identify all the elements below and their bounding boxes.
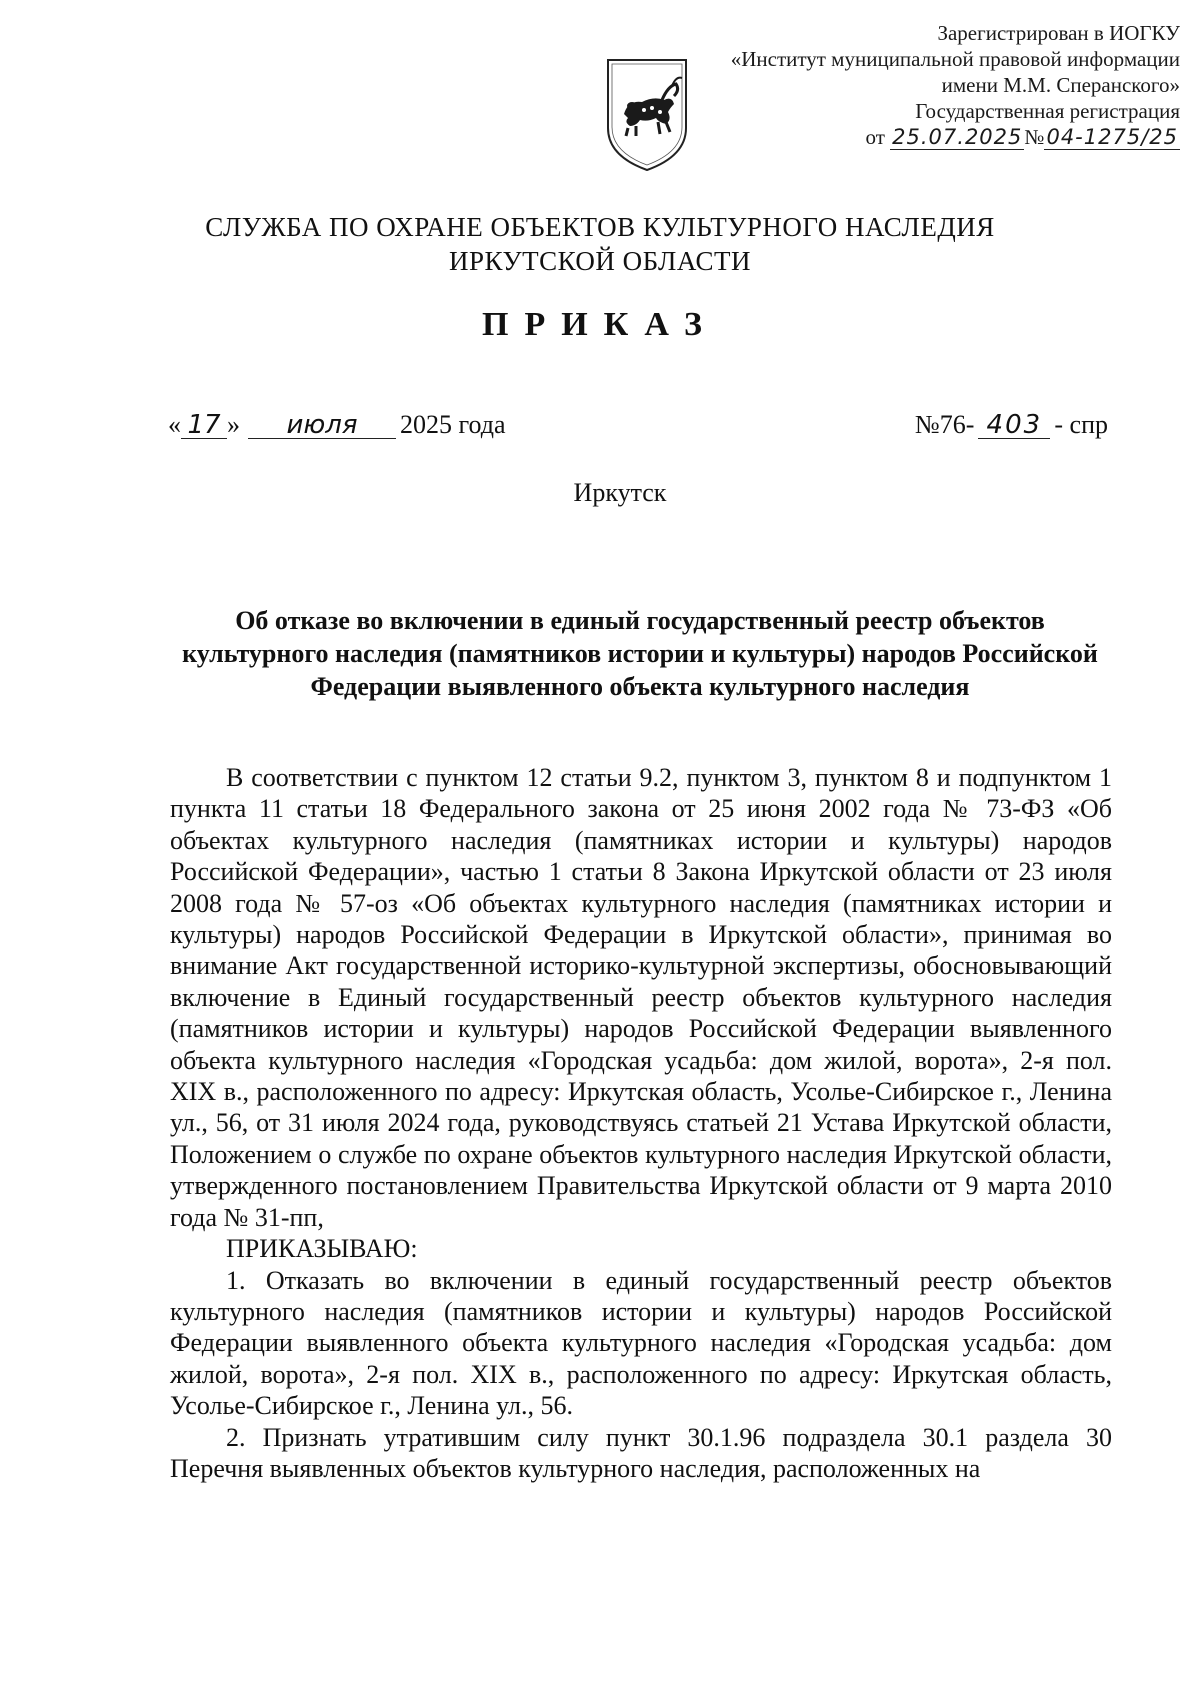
order-preamble: В соответствии с пунктом 12 статьи 9.2, пунктом 3, пунктом 8 и подпунктом 1 пункта 11 статьи 18 Федерального закона от 25 июня 2002 года № 73-ФЗ «Об объектах культурного наследия (памятниках истории и культуры) народов Российской Федерации», частью 1 статьи 8 Закона Иркутской области от 23 июля 2008 года № 57-оз «Об объектах культурного наследия (памятниках истории и культуры) народов Российской Федерации в Иркутской области», принимая во внимание Акт государственной историко-культурной экспертизы, обосновывающий включение в Единый государственный реестр объектов культурного наследия (памятников истории и культуры) народов Российской Федерации выявленного объекта культурного наследия «Городская усадьба: дом жилой, ворота», 2-я пол. XIX в., расположенного по адресу: Иркутская область, Усолье-Сибирское г., Ленина ул., 56, от 31 июля 2024 года, руководствуясь статьей 21 Устава Иркутской области, Положением о службе по охране объектов культурного наследия Иркутской области, утвержденного постановлением Правительства Иркутской области от 9 марта 2010 года № 31-пп, (170, 763, 1112, 1232)
document-type-title: ПРИКАЗ (482, 306, 718, 343)
agency-name (0, 210, 1200, 278)
order-number-value: 403 (978, 412, 1050, 439)
registration-line: имени М.М. Сперанского» (941, 73, 1180, 97)
agency-name-line: СЛУЖБА ПО ОХРАНЕ ОБЪЕКТОВ КУЛЬТУРНОГО НАСЛЕДИЯ (205, 212, 995, 242)
order-number-prefix: №76- (914, 410, 975, 439)
order-subject: Об отказе во включении в единый государственный реестр объектов культурного наследия (памятников истории и культуры) народов Российской Федерации выявленного объекта культурного наследия (182, 606, 1098, 701)
registration-date-prefix: от (865, 125, 885, 149)
order-number (915, 410, 1108, 440)
agency-name-line: ИРКУТСКОЙ ОБЛАСТИ (449, 246, 751, 276)
order-item-1: 1. Отказать во включении в единый государственный реестр объектов культурного наследия (памятников истории и культуры) народов Российской Федерации выявленного объекта культурного наследия «Городская усадьба: дом жилой, ворота», 2-я пол. XIX в., расположенного по адресу: Иркутская область, Усолье-Сибирское г., Ленина ул., 56. (170, 1265, 1112, 1421)
registration-line: Государственная регистрация (915, 99, 1180, 123)
order-body (170, 762, 1112, 1484)
registration-number-prefix: № (1024, 125, 1045, 149)
order-item-2: 2. Признать утратившим силу пункт 30.1.96 подраздела 30.1 раздела 30 Перечня выявленных объектов культурного наследия, расположенных на (170, 1422, 1112, 1483)
registration-line: «Институт муниципальной правовой информации (730, 47, 1180, 71)
registration-date: 25.07.2025 (892, 125, 1023, 149)
order-date-number-line (168, 410, 1108, 446)
registration-number: 04-1275/25 (1046, 125, 1178, 149)
quote-close: » (227, 410, 240, 439)
order-number-suffix: - спр (1054, 410, 1108, 439)
order-day: 17 (181, 412, 227, 439)
registration-stamp (660, 20, 1180, 150)
order-directive-word: ПРИКАЗЫВАЮ: (226, 1234, 418, 1264)
registration-date-line (660, 124, 1180, 150)
order-year: 2025 года (400, 410, 506, 439)
registration-line: Зарегистрирован в ИОГКУ (937, 21, 1180, 45)
quote-open: « (168, 410, 181, 439)
order-city: Иркутск (573, 478, 667, 507)
order-date (168, 410, 506, 440)
order-month: июля (248, 412, 396, 439)
